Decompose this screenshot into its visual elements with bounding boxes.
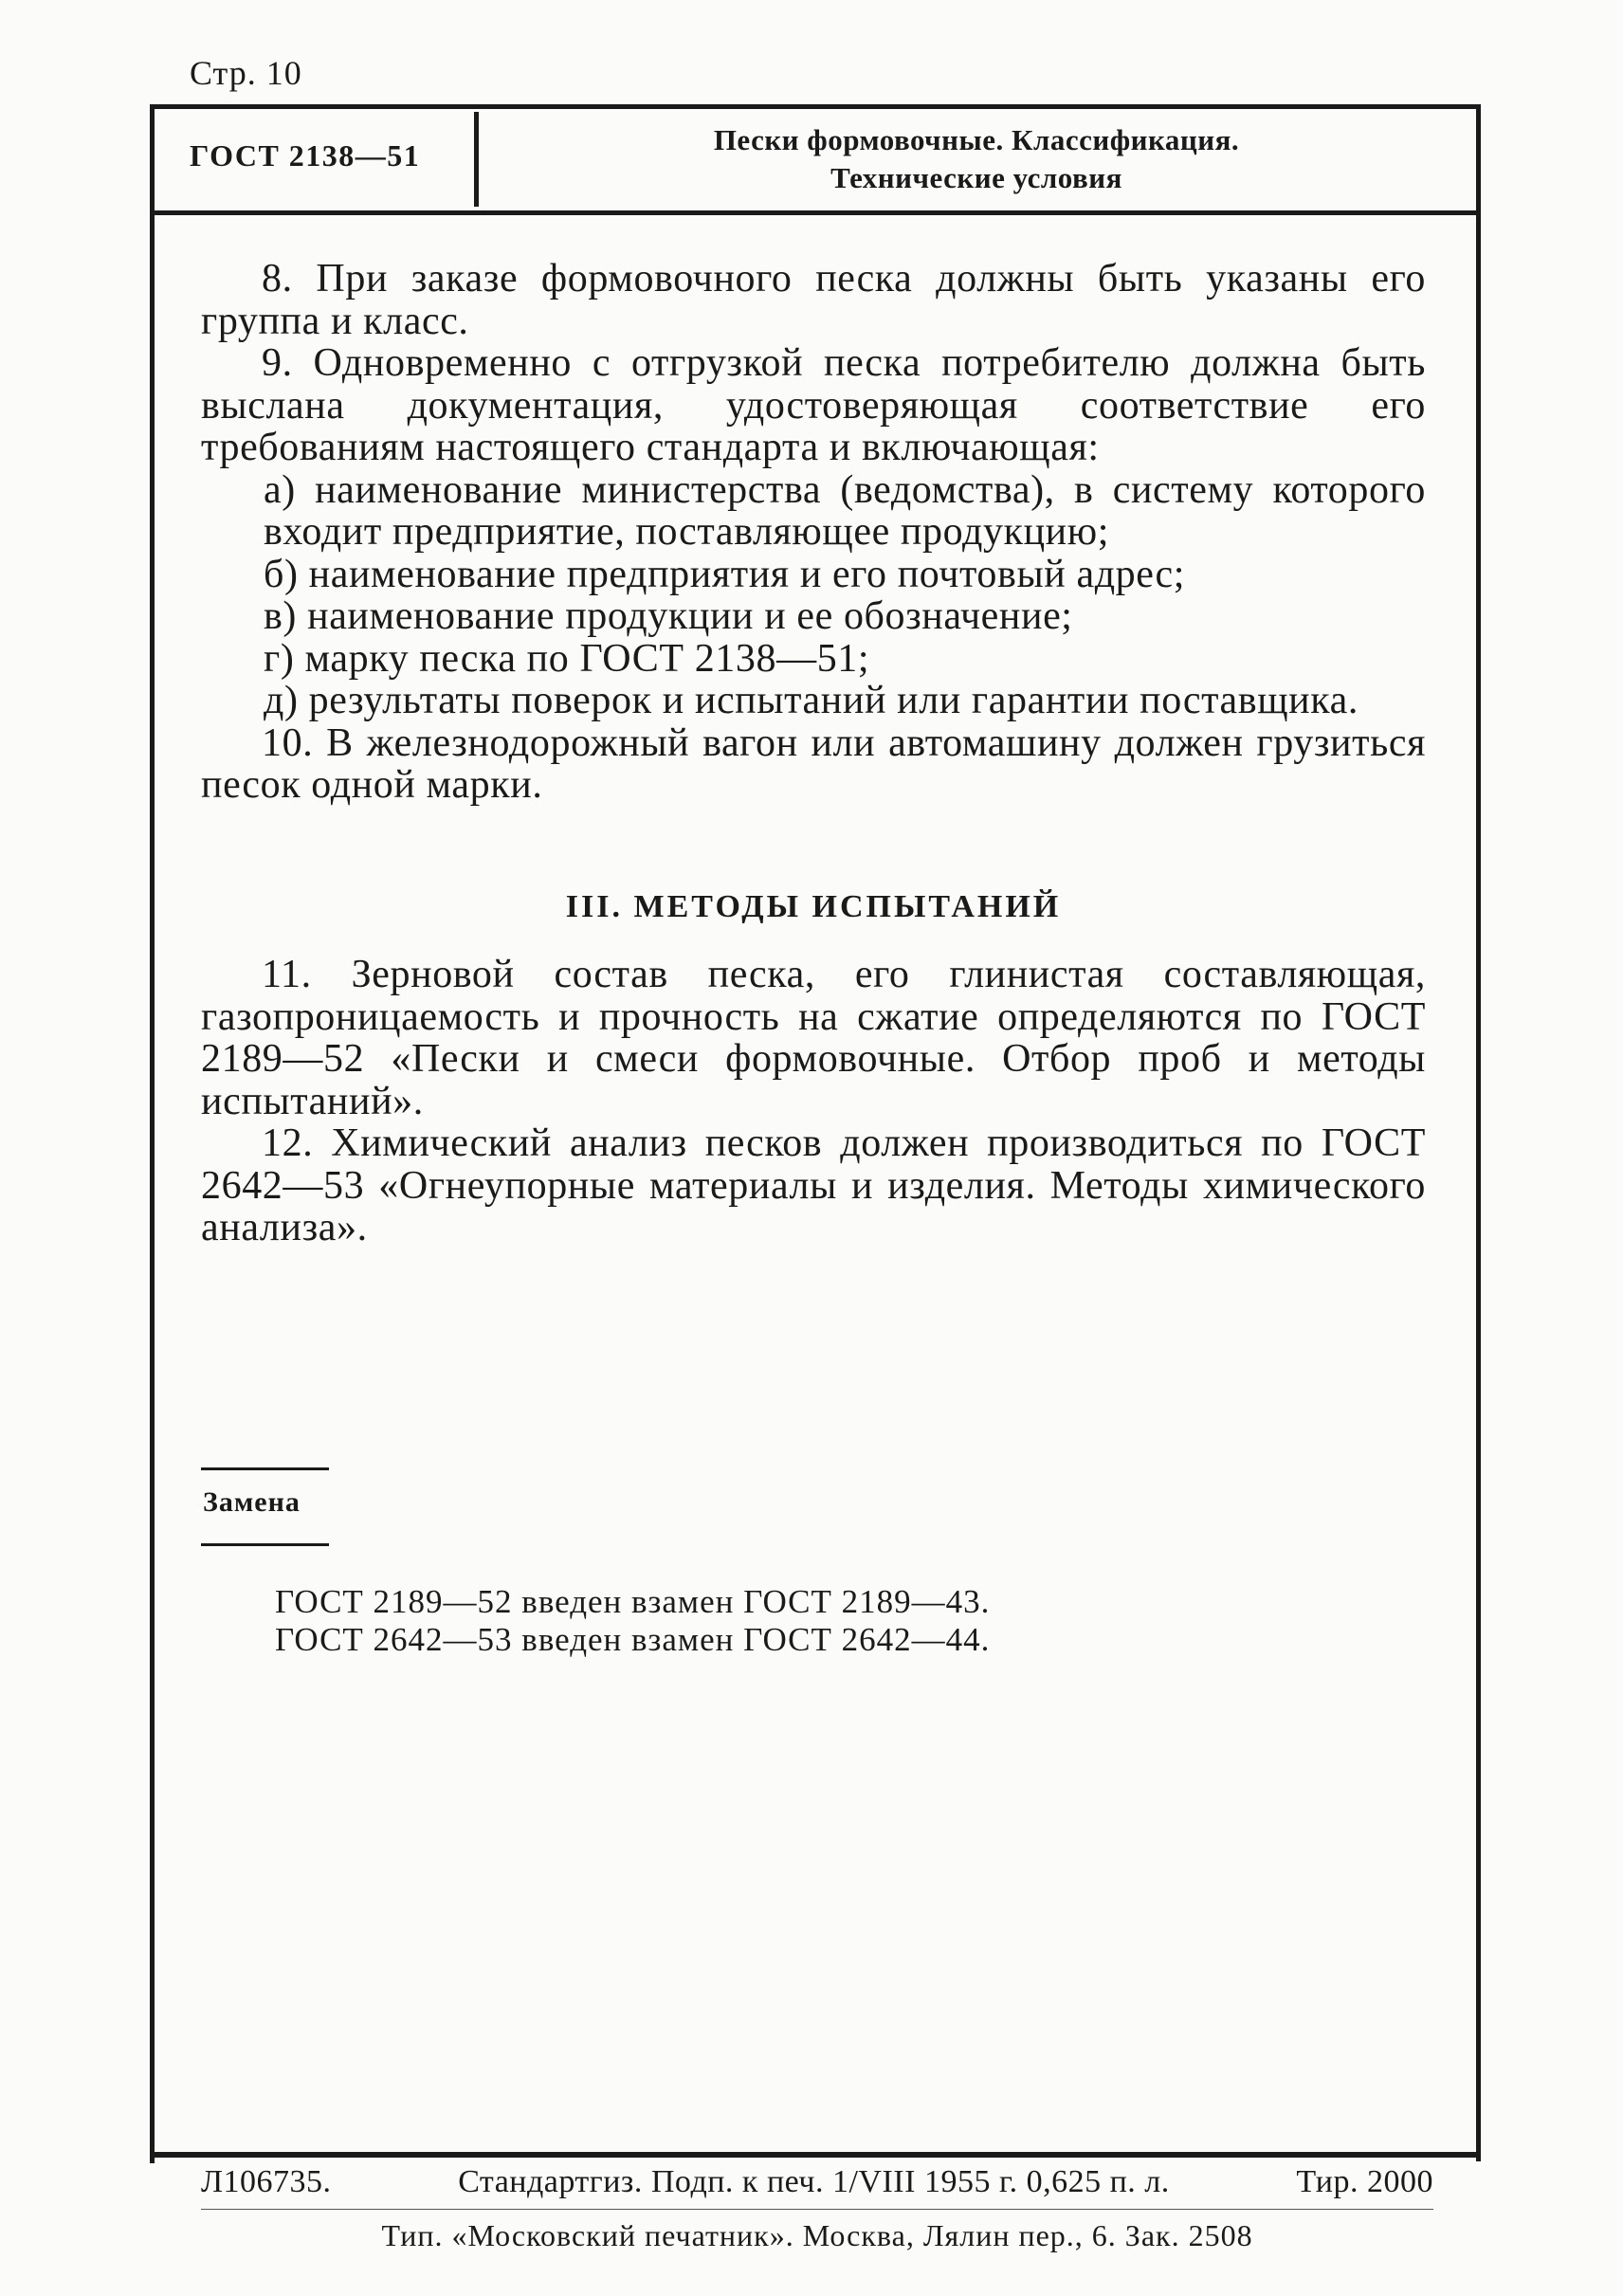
header-divider xyxy=(474,112,479,207)
frame-right-border xyxy=(1476,104,1481,2161)
paragraph-9-item-a: а) наименование министерства (ведомства), в систему которого входит предприятие, поставляющее продукцию; xyxy=(264,467,1426,554)
paragraph-9-item-d: д) результаты поверок и испытаний или гарантии поставщика. xyxy=(264,679,1359,722)
frame-bottom-border xyxy=(150,2152,1481,2158)
paragraph-9-item-g: г) марку песка по ГОСТ 2138—51; xyxy=(264,636,870,681)
imprint-line xyxy=(201,2164,1433,2200)
frame-top-border xyxy=(150,104,1481,109)
circulation: Тир. 2000 xyxy=(1296,2164,1433,2199)
paragraph-8: 8. При заказе формовочного песка должны быть указаны его группа и класс. xyxy=(201,257,1426,343)
replacement-line-1: ГОСТ 2189—52 введен взамен ГОСТ 2189—43. xyxy=(275,1583,991,1620)
header-rule xyxy=(150,210,1481,215)
standard-code: ГОСТ 2138—51 xyxy=(190,138,421,173)
order-code: Л106735. xyxy=(201,2164,332,2199)
standard-title-line-2: Технические условия xyxy=(830,161,1122,194)
replacement-label: Замена xyxy=(203,1486,301,1518)
section-3-text xyxy=(201,954,1426,1249)
publisher-info: Стандартгиз. Подп. к печ. 1/VIII 1955 г. 0,625 п. л. xyxy=(458,2164,1170,2199)
replacement-rule-bottom xyxy=(201,1543,329,1546)
section-3-heading: III. МЕТОДЫ ИСПЫТАНИЙ xyxy=(565,889,1062,924)
paragraph-9-item-b: б) наименование предприятия и его почтовый адрес; xyxy=(264,552,1186,596)
replacement-line-2: ГОСТ 2642—53 введен взамен ГОСТ 2642—44. xyxy=(275,1621,991,1658)
paragraph-10: 10. В железнодорожный вагон или автомашину должен грузиться песок одной марки. xyxy=(201,720,1426,807)
frame-left-border xyxy=(150,104,155,2163)
paragraph-9: 9. Одновременно с отгрузкой песка потребителю должна быть выслана документация, удостоверяющая соответствие его требованиям настоящего стандарта и включающая: xyxy=(201,341,1426,469)
page-number: Стр. 10 xyxy=(190,54,302,92)
standard-title-line-1: Пески формовочные. Классификация. xyxy=(713,123,1240,156)
main-text xyxy=(201,258,1426,807)
printer-line: Тип. «Московский печатник». Москва, Лялин пер., 6. Зак. 2508 xyxy=(381,2218,1253,2252)
paragraph-12: 12. Химический анализ песков должен производиться по ГОСТ 2642—53 «Огнеупорные материалы и изделия. Методы химического анализа». xyxy=(201,1121,1426,1249)
paragraph-9-item-v: в) наименование продукции и ее обозначение; xyxy=(264,594,1073,638)
paragraph-11: 11. Зерновой состав песка, его глинистая составляющая, газопроницаемость и прочность на сжатие определяются по ГОСТ 2189—52 «Пески и смеси формовочные. Отбор проб и методы испытаний». xyxy=(201,953,1426,1123)
imprint-rule xyxy=(201,2209,1433,2210)
replacement-rule-top xyxy=(201,1467,329,1470)
standard-title xyxy=(483,121,1469,197)
